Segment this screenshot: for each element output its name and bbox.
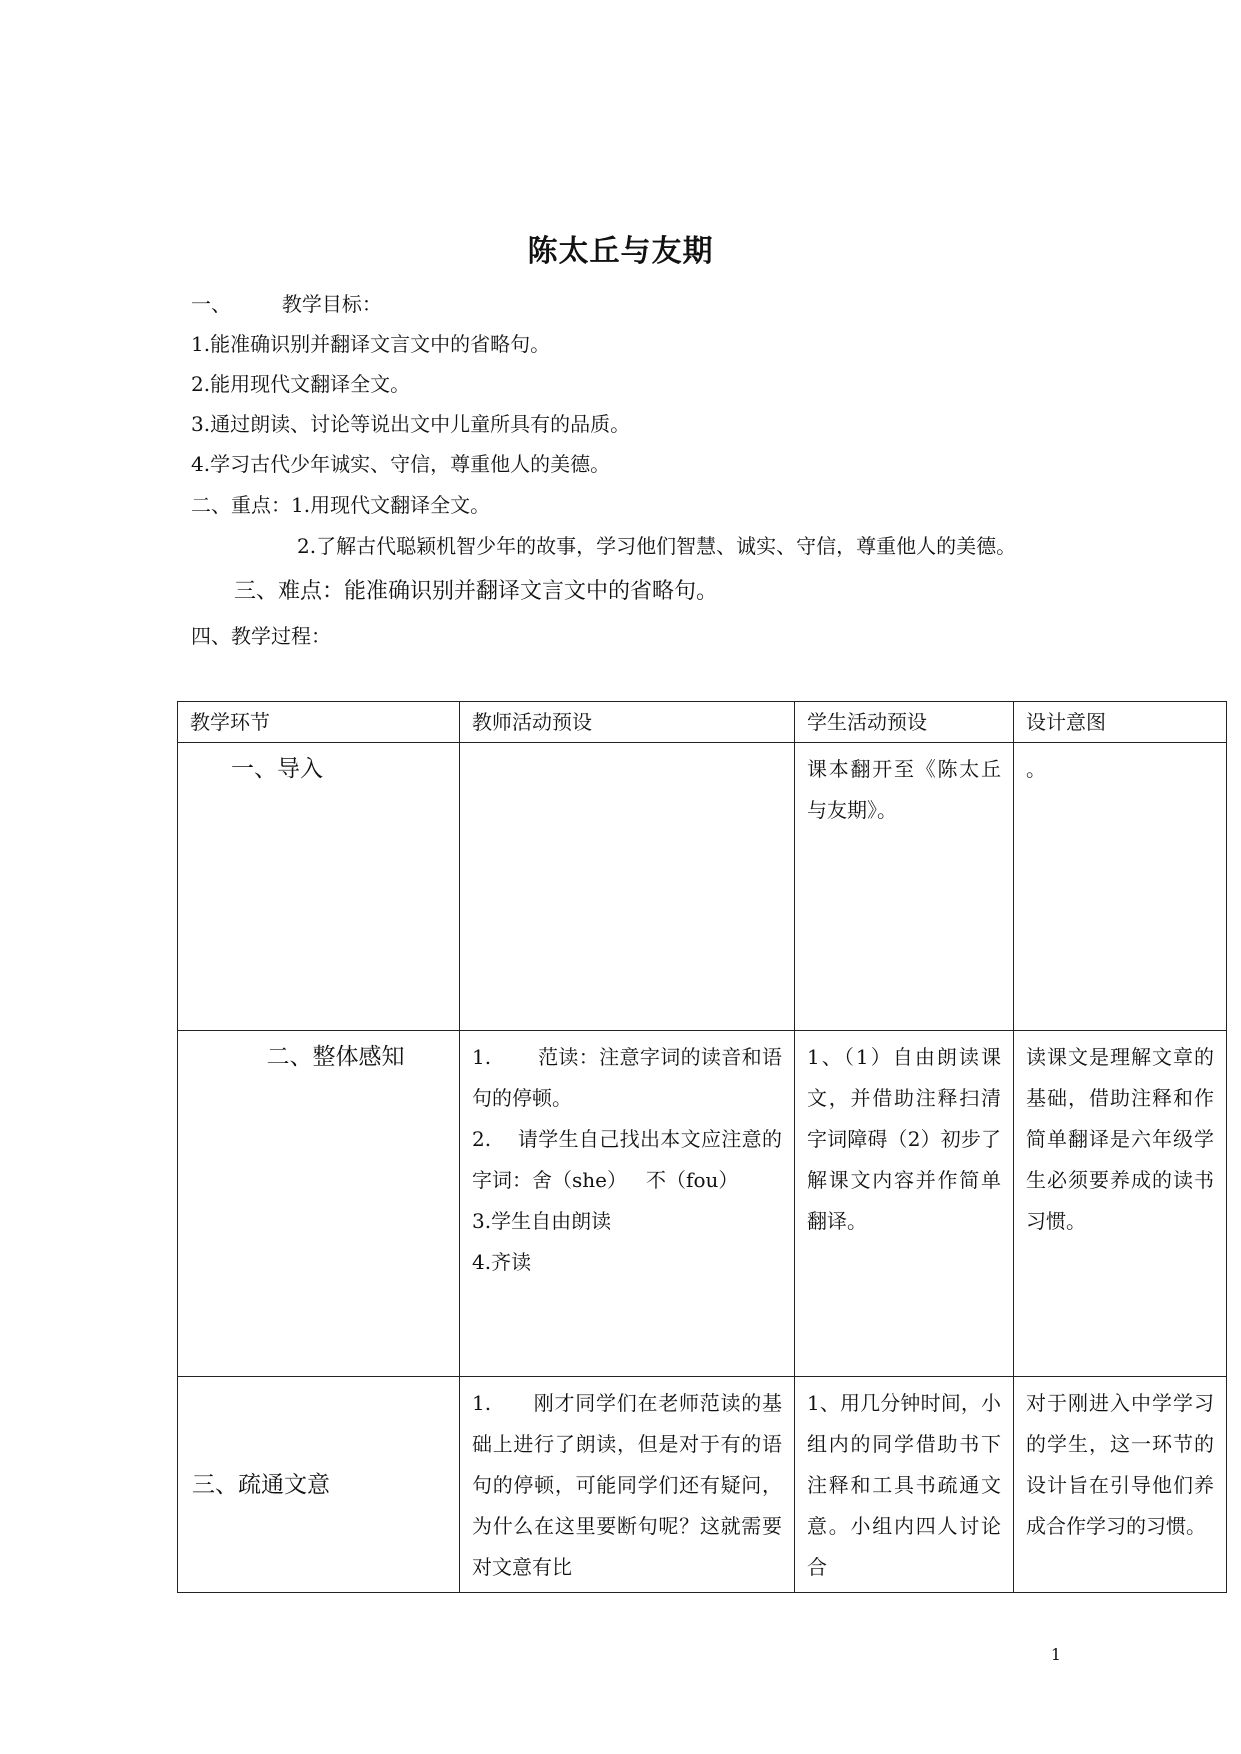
teacher-step: 2. 请学生自己找出本文应注意的字词：舍（she） 不（fou）: [472, 1127, 782, 1192]
student-cell: 课本翻开至《陈太丘与友期》。: [795, 743, 1014, 1031]
key-points-line-2: 2.了解古代聪颖机智少年的故事，学习他们智慧、诚实、守信，尊重他人的美德。: [297, 534, 1017, 558]
difficulty-line: 三、难点：能准确识别并翻译文言文中的省略句。: [234, 579, 719, 604]
intent-cell: 。: [1014, 743, 1227, 1031]
teacher-cell: [460, 743, 795, 1031]
stage-cell: [178, 1377, 460, 1593]
page-title: 陈太丘与友期: [527, 234, 714, 269]
table-row: [178, 1031, 1227, 1377]
objectives-heading: 一、 教学目标：: [191, 292, 382, 316]
header-student: 学生活动预设: [795, 702, 1014, 743]
stage-label: 一、导入: [231, 756, 323, 782]
stage-label: 二、整体感知: [266, 1044, 405, 1070]
header-stage: 教学环节: [178, 702, 460, 743]
objective-item: 2.能用现代文翻译全文。: [191, 372, 411, 396]
page-number: 1: [1050, 1645, 1061, 1664]
intent-cell: 读课文是理解文章的基础，借助注释和作简单翻译是六年级学生必须要养成的读书习惯。: [1014, 1031, 1227, 1377]
student-cell: 1、用几分钟时间，小组内的同学借助书下注释和工具书疏通文意。小组内四人讨论合: [795, 1377, 1014, 1593]
objective-item: 4.学习古代少年诚实、守信，尊重他人的美德。: [191, 452, 611, 476]
process-heading: 四、教学过程：: [191, 624, 331, 648]
teaching-process-table: [177, 701, 1227, 1593]
table-row: [178, 743, 1227, 1031]
objective-item: 1.能准确识别并翻译文言文中的省略句。: [191, 332, 551, 356]
teacher-step: 4.齐读: [472, 1250, 532, 1274]
stage-cell: [178, 1031, 460, 1377]
teacher-step: 1. 刚才同学们在老师范读的基础上进行了朗读，但是对于有的语句的停顿，可能同学们还有疑问，为什么在这里要断句呢？这就需要对文意有比: [472, 1391, 782, 1579]
key-points-line-1: 二、重点：1.用现代文翻译全文。: [191, 493, 491, 517]
teacher-step: 1. 范读：注意字词的读音和语句的停顿。: [472, 1045, 782, 1110]
student-cell: 1、（1）自由朗读课文，并借助注释扫清字词障碍（2）初步了解课文内容并作简单翻译。: [795, 1031, 1014, 1377]
header-intent: 设计意图: [1014, 702, 1227, 743]
table-row: [178, 1377, 1227, 1593]
teacher-step: 3.学生自由朗读: [472, 1209, 612, 1233]
objective-item: 3.通过朗读、讨论等说出文中儿童所具有的品质。: [191, 412, 631, 436]
header-teacher: 教师活动预设: [460, 702, 795, 743]
teacher-cell: [460, 1377, 795, 1593]
stage-cell: [178, 743, 460, 1031]
teacher-cell: [460, 1031, 795, 1377]
stage-label: 三、疏通文意: [192, 1472, 330, 1498]
intent-cell: 对于刚进入中学学习的学生，这一环节的设计旨在引导他们养成合作学习的习惯。: [1014, 1377, 1227, 1593]
table-header-row: [178, 702, 1227, 743]
